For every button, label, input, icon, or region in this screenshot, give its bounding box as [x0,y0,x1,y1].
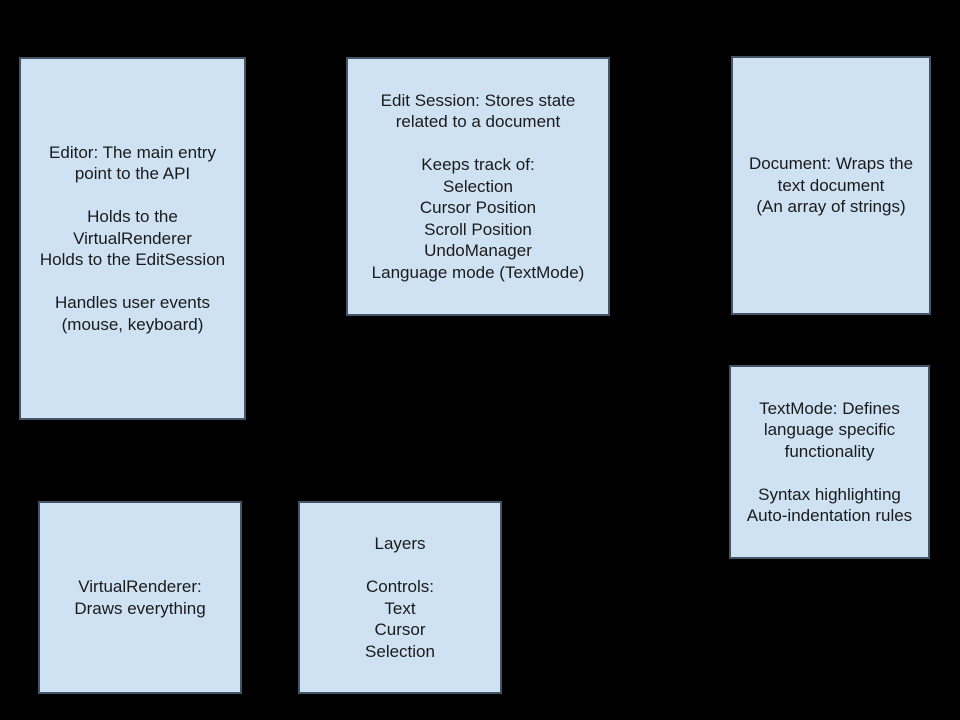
node-text-line: Keeps track of: [421,155,535,175]
node-text-line: text document [777,175,885,195]
node-layers [298,501,502,694]
node-text-line [21,185,244,207]
node-text-line [731,462,928,484]
node-text-line: Cursor Position [419,198,537,218]
node-text-line: Language mode (TextMode) [371,262,585,282]
node-text-line: Selection [443,176,513,196]
node-text-line: related to a document [395,112,561,132]
node-text-line [348,133,608,155]
node-document [731,56,931,315]
node-textmode [729,365,930,559]
node-text-line: Selection [365,641,435,661]
node-text-line: Syntax highlighting [758,484,901,504]
node-text-line: Text [384,598,416,618]
node-editor [19,57,246,420]
node-text-line: Document: Wraps the [748,154,914,174]
node-text-line: Editor: The main entry [49,142,216,162]
node-text-line: Controls: [365,577,435,596]
node-text-line: functionality [784,441,875,461]
node-text-line: Auto-indentation rules [746,506,913,525]
node-text-line: Scroll Position [424,219,532,239]
node-text-line: (An array of strings) [756,197,906,217]
node-text-line: Holds to the EditSession [39,250,226,270]
node-text-line: Layers [374,534,426,553]
node-text-line: UndoManager [424,241,532,261]
node-edit-session [346,57,610,316]
node-text-line: Edit Session: Stores state [380,90,576,110]
node-text-line: language specific [763,420,896,439]
node-text-line: Holds to the [87,207,178,227]
node-text-line: (mouse, keyboard) [61,314,204,334]
node-text-line: Cursor [374,620,426,639]
node-text-line: VirtualRenderer: [78,577,202,596]
node-text-line: TextMode: Defines [759,398,900,418]
node-virtual-renderer [38,501,242,694]
node-text-line: Handles user events [55,293,210,313]
node-text-line: point to the API [74,164,191,184]
node-text-line: VirtualRenderer [73,228,192,248]
node-text-line [21,271,244,293]
node-text-line: Draws everything [74,598,206,618]
node-text-line [300,555,500,577]
